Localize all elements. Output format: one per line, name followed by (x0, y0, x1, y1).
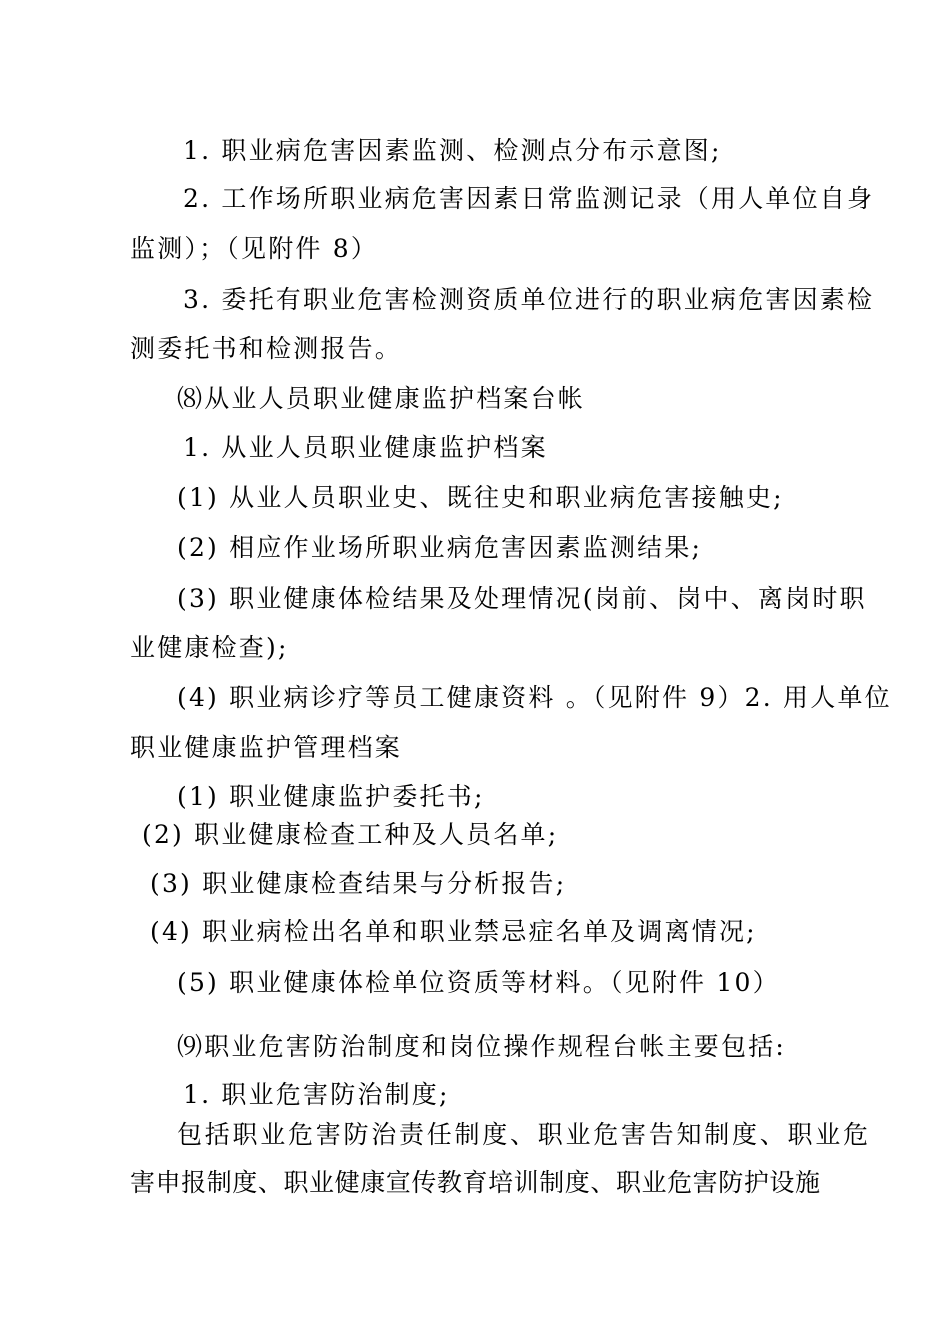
text-line: 业健康检查); (130, 633, 289, 662)
text-line: (1) 从业人员职业史、既往史和职业病危害接触史; (177, 483, 784, 512)
text-line: (3) 职业健康检查结果与分析报告; (150, 869, 567, 898)
text-line: (4) 职业病诊疗等员工健康资料 。（见附件 9）2. 用人单位 (177, 683, 892, 712)
text-line: (2) 职业健康检查工种及人员名单; (142, 820, 559, 849)
text-line: 3. 委托有职业危害检测资质单位进行的职业病危害因素检 (183, 285, 875, 314)
text-line: 职业健康监护管理档案 (130, 733, 403, 762)
text-line: (2) 相应作业场所职业病危害因素监测结果; (177, 533, 703, 562)
text-line: 害申报制度、职业健康宣传教育培训制度、职业危害防护设施 (130, 1168, 821, 1197)
text-line: (1) 职业健康监护委托书; (177, 782, 485, 811)
text-line: (3) 职业健康体检结果及处理情况(岗前、岗中、离岗时职 (177, 584, 867, 613)
text-line: 1. 从业人员职业健康监护档案 (183, 433, 548, 462)
text-line: 1. 职业危害防治制度; (183, 1080, 450, 1109)
text-line: 2. 工作场所职业病危害因素日常监测记录（用人单位自身 (183, 184, 875, 213)
section-heading: ⑻从业人员职业健康监护档案台帐 (177, 384, 586, 413)
text-line: 测委托书和检测报告。 (130, 334, 403, 363)
text-line: 1. 职业病危害因素监测、检测点分布示意图; (183, 136, 722, 165)
text-line: 包括职业危害防治责任制度、职业危害告知制度、职业危 (177, 1120, 871, 1149)
section-heading: ⑼职业危害防治制度和岗位操作规程台帐主要包括: (177, 1032, 787, 1061)
text-line: 监测）；（见附件 8） (130, 234, 379, 263)
text-line: (5) 职业健康体检单位资质等材料。（见附件 10） (177, 968, 780, 997)
text-line: (4) 职业病检出名单和职业禁忌症名单及调离情况; (150, 917, 757, 946)
